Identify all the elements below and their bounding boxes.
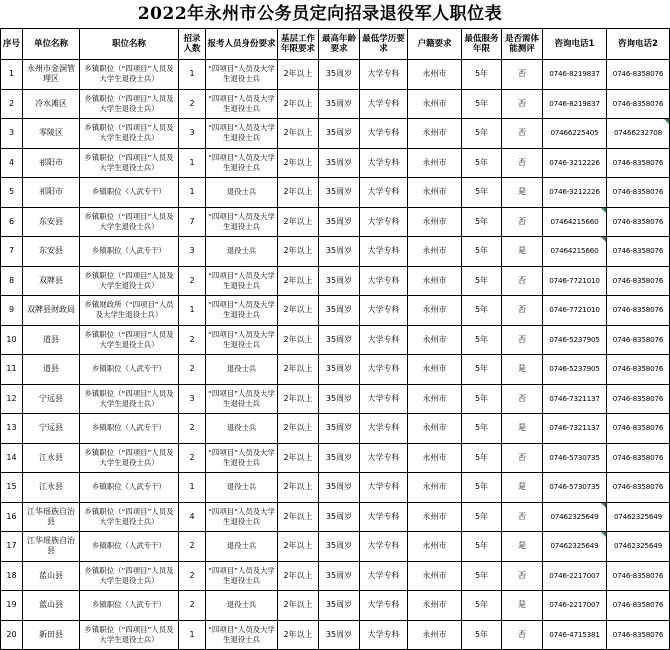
identity-requirement: 退役士兵: [206, 178, 278, 208]
phone-1: 0746-5237905: [543, 355, 607, 385]
recruit-count: 1: [179, 296, 206, 326]
max-age: 35周岁: [319, 384, 360, 414]
row-index: 12: [1, 384, 23, 414]
max-age: 35周岁: [319, 620, 360, 650]
min-education: 大学专科: [360, 384, 408, 414]
service-years: 5年: [462, 60, 502, 90]
min-education: 大学专科: [360, 355, 408, 385]
min-education: 大学专科: [360, 325, 408, 355]
identity-requirement: 退役士兵: [206, 473, 278, 503]
max-age: 35周岁: [319, 207, 360, 237]
fitness-test: 否: [502, 502, 543, 532]
phone-1: 0746-8219837: [543, 60, 607, 90]
phone-1: 07466225405: [543, 119, 607, 149]
recruit-count: 2: [179, 532, 206, 562]
max-age: 35周岁: [319, 473, 360, 503]
row-index: 15: [1, 473, 23, 503]
unit-name: 宁远县: [23, 384, 80, 414]
table-row: [1, 60, 670, 90]
min-education: 大学专科: [360, 266, 408, 296]
fitness-test: 是: [502, 591, 543, 621]
table-header-row: [1, 29, 670, 60]
phone-1: 07464215660: [543, 237, 607, 267]
phone-1: 0746-3212226: [543, 148, 607, 178]
work-years: 2年以上: [278, 89, 319, 119]
row-index: 20: [1, 620, 23, 650]
identity-requirement: “四项目”人员及大学生退役士兵: [206, 443, 278, 473]
phone-1: 0746-2217007: [543, 591, 607, 621]
position-name: 乡镇职位（人武专干）: [80, 237, 179, 267]
table-row: [1, 296, 670, 326]
service-years: 5年: [462, 561, 502, 591]
col-index-header: 序号: [1, 29, 23, 60]
min-education: 大学专科: [360, 148, 408, 178]
col-residence-header: 户籍要求: [408, 29, 462, 60]
work-years: 2年以上: [278, 473, 319, 503]
unit-name: 永州市金洞管理区: [23, 60, 80, 90]
unit-name: 零陵区: [23, 119, 80, 149]
identity-requirement: 退役士兵: [206, 532, 278, 562]
fitness-test: 否: [502, 384, 543, 414]
phone-2: 0746-8358076: [607, 207, 670, 237]
recruit-count: 1: [179, 148, 206, 178]
recruit-count: 2: [179, 591, 206, 621]
phone-2: 0746-8358076: [607, 443, 670, 473]
phone-2: 0746-8358076: [607, 384, 670, 414]
recruit-count: 2: [179, 266, 206, 296]
position-name: 乡镇职位（“四项目”人员及大学生退役士兵）: [80, 89, 179, 119]
position-name: 乡镇职位（人武专干）: [80, 178, 179, 208]
unit-name: 道县: [23, 325, 80, 355]
work-years: 2年以上: [278, 207, 319, 237]
unit-name: 东安县: [23, 237, 80, 267]
phone-1: 07462325649: [543, 532, 607, 562]
position-name: 乡镇职位（“四项目”人员及大学生退役士兵）: [80, 443, 179, 473]
phone-2: 0746-8358076: [607, 561, 670, 591]
min-education: 大学专科: [360, 502, 408, 532]
row-index: 19: [1, 591, 23, 621]
recruit-count: 2: [179, 414, 206, 444]
position-name: 乡镇职位（人武专干）: [80, 355, 179, 385]
service-years: 5年: [462, 119, 502, 149]
service-years: 5年: [462, 443, 502, 473]
unit-name: 祁阳市: [23, 178, 80, 208]
row-index: 3: [1, 119, 23, 149]
table-row: [1, 89, 670, 119]
identity-requirement: “四项目”人员及大学生退役士兵: [206, 89, 278, 119]
row-index: 6: [1, 207, 23, 237]
identity-requirement: “四项目”人员及大学生退役士兵: [206, 266, 278, 296]
position-name: 乡镇职位（“四项目”人员及大学生退役士兵）: [80, 384, 179, 414]
residence: 永州市: [408, 414, 462, 444]
max-age: 35周岁: [319, 532, 360, 562]
max-age: 35周岁: [319, 561, 360, 591]
work-years: 2年以上: [278, 591, 319, 621]
row-index: 11: [1, 355, 23, 385]
recruit-count: 2: [179, 443, 206, 473]
service-years: 5年: [462, 414, 502, 444]
max-age: 35周岁: [319, 237, 360, 267]
col-service-years-header: 最低服务年限: [462, 29, 502, 60]
max-age: 35周岁: [319, 443, 360, 473]
row-index: 1: [1, 60, 23, 90]
residence: 永州市: [408, 325, 462, 355]
residence: 永州市: [408, 561, 462, 591]
max-age: 35周岁: [319, 414, 360, 444]
max-age: 35周岁: [319, 148, 360, 178]
min-education: 大学专科: [360, 296, 408, 326]
position-name: 乡镇财政所（“四项目”人员及大学生退役士兵）: [80, 296, 179, 326]
table-row: [1, 620, 670, 650]
position-name: 乡镇职位（人武专干）: [80, 591, 179, 621]
unit-name: 江永县: [23, 443, 80, 473]
max-age: 35周岁: [319, 119, 360, 149]
row-index: 16: [1, 502, 23, 532]
row-index: 7: [1, 237, 23, 267]
col-position-header: 职位名称: [80, 29, 179, 60]
residence: 永州市: [408, 443, 462, 473]
phone-2: 0746-8358076: [607, 620, 670, 650]
work-years: 2年以上: [278, 414, 319, 444]
phone-1: 07462325649: [543, 502, 607, 532]
identity-requirement: “四项目”人员及大学生退役士兵: [206, 60, 278, 90]
phone-2: 0746-8358076: [607, 591, 670, 621]
work-years: 2年以上: [278, 119, 319, 149]
phone-2: 0746-8358076: [607, 473, 670, 503]
residence: 永州市: [408, 60, 462, 90]
position-name: 乡镇职位（“四项目”人员及大学生退役士兵）: [80, 620, 179, 650]
row-index: 14: [1, 443, 23, 473]
phone-2: 0746-8358076: [607, 266, 670, 296]
table-row: [1, 591, 670, 621]
recruit-count: 2: [179, 325, 206, 355]
table-row: [1, 473, 670, 503]
identity-requirement: 退役士兵: [206, 591, 278, 621]
table-row: [1, 502, 670, 532]
residence: 永州市: [408, 591, 462, 621]
phone-2: 0746-8358076: [607, 60, 670, 90]
phone-2: 0746-8358076: [607, 325, 670, 355]
min-education: 大学专科: [360, 561, 408, 591]
unit-name: 江华瑶族自治县: [23, 502, 80, 532]
table-row: [1, 443, 670, 473]
col-count-header: 招录人数: [179, 29, 206, 60]
min-education: 大学专科: [360, 620, 408, 650]
unit-name: 冷水滩区: [23, 89, 80, 119]
service-years: 5年: [462, 502, 502, 532]
service-years: 5年: [462, 620, 502, 650]
max-age: 35周岁: [319, 591, 360, 621]
work-years: 2年以上: [278, 325, 319, 355]
recruit-count: 4: [179, 502, 206, 532]
unit-name: 蓝山县: [23, 591, 80, 621]
recruit-count: 1: [179, 620, 206, 650]
phone-2: 0746-8358076: [607, 89, 670, 119]
unit-name: 祁阳市: [23, 148, 80, 178]
work-years: 2年以上: [278, 561, 319, 591]
service-years: 5年: [462, 296, 502, 326]
phone-1: 0746-7721010: [543, 266, 607, 296]
phone-2: 0746-8358076: [607, 178, 670, 208]
min-education: 大学专科: [360, 591, 408, 621]
residence: 永州市: [408, 148, 462, 178]
table-row: [1, 532, 670, 562]
fitness-test: 否: [502, 620, 543, 650]
col-work-years-header: 基层工作年限要求: [278, 29, 319, 60]
table-row: [1, 561, 670, 591]
fitness-test: 否: [502, 89, 543, 119]
identity-requirement: “四项目”人员及大学生退役士兵: [206, 207, 278, 237]
residence: 永州市: [408, 266, 462, 296]
recruit-count: 1: [179, 178, 206, 208]
position-name: 乡镇职位（“四项目”人员及大学生退役士兵）: [80, 207, 179, 237]
service-years: 5年: [462, 148, 502, 178]
identity-requirement: 退役士兵: [206, 237, 278, 267]
phone-2: 0746-8358076: [607, 414, 670, 444]
work-years: 2年以上: [278, 355, 319, 385]
fitness-test: 否: [502, 148, 543, 178]
fitness-test: 否: [502, 207, 543, 237]
unit-name: 双牌县财政局: [23, 296, 80, 326]
col-phone-2-header: 咨询电话2: [607, 29, 670, 60]
phone-1: 0746-5730735: [543, 473, 607, 503]
fitness-test: 是: [502, 473, 543, 503]
table-row: [1, 148, 670, 178]
work-years: 2年以上: [278, 148, 319, 178]
work-years: 2年以上: [278, 237, 319, 267]
recruit-count: 1: [179, 60, 206, 90]
row-index: 9: [1, 296, 23, 326]
phone-1: 0746-4715381: [543, 620, 607, 650]
min-education: 大学专科: [360, 178, 408, 208]
phone-2: 0746-8358076: [607, 148, 670, 178]
work-years: 2年以上: [278, 532, 319, 562]
recruit-count: 2: [179, 89, 206, 119]
fitness-test: 否: [502, 443, 543, 473]
table-row: [1, 178, 670, 208]
recruit-count: 2: [179, 561, 206, 591]
identity-requirement: “四项目”人员及大学生退役士兵: [206, 384, 278, 414]
fitness-test: 否: [502, 266, 543, 296]
col-fitness-test-header: 是否需体能测评: [502, 29, 543, 60]
service-years: 5年: [462, 178, 502, 208]
fitness-test: 否: [502, 296, 543, 326]
min-education: 大学专科: [360, 89, 408, 119]
phone-2: 0746-8358076: [607, 355, 670, 385]
residence: 永州市: [408, 355, 462, 385]
position-name: 乡镇职位（“四项目”人员及大学生退役士兵）: [80, 502, 179, 532]
identity-requirement: 退役士兵: [206, 355, 278, 385]
max-age: 35周岁: [319, 178, 360, 208]
unit-name: 江华瑶族自治县: [23, 532, 80, 562]
service-years: 5年: [462, 266, 502, 296]
residence: 永州市: [408, 502, 462, 532]
col-identity-header: 报考人员身份要求: [206, 29, 278, 60]
table-row: [1, 355, 670, 385]
phone-2: 07466232708: [607, 119, 670, 149]
position-name: 乡镇职位（“四项目”人员及大学生退役士兵）: [80, 325, 179, 355]
position-name: 乡镇职位（“四项目”人员及大学生退役士兵）: [80, 148, 179, 178]
max-age: 35周岁: [319, 355, 360, 385]
work-years: 2年以上: [278, 384, 319, 414]
fitness-test: 否: [502, 119, 543, 149]
work-years: 2年以上: [278, 502, 319, 532]
phone-1: 0746-2217007: [543, 561, 607, 591]
phone-1: 0746-5237905: [543, 325, 607, 355]
max-age: 35周岁: [319, 89, 360, 119]
row-index: 18: [1, 561, 23, 591]
max-age: 35周岁: [319, 296, 360, 326]
unit-name: 蓝山县: [23, 561, 80, 591]
recruit-count: 1: [179, 473, 206, 503]
min-education: 大学专科: [360, 532, 408, 562]
row-index: 17: [1, 532, 23, 562]
min-education: 大学专科: [360, 443, 408, 473]
residence: 永州市: [408, 296, 462, 326]
col-phone-1-header: 咨询电话1: [543, 29, 607, 60]
residence: 永州市: [408, 119, 462, 149]
positions-table: [0, 28, 670, 650]
row-index: 13: [1, 414, 23, 444]
unit-name: 双牌县: [23, 266, 80, 296]
position-name: 乡镇职位（人武专干）: [80, 473, 179, 503]
min-education: 大学专科: [360, 414, 408, 444]
fitness-test: 是: [502, 237, 543, 267]
service-years: 5年: [462, 207, 502, 237]
unit-name: 东安县: [23, 207, 80, 237]
recruit-count: 7: [179, 207, 206, 237]
fitness-test: 是: [502, 355, 543, 385]
page-title: 2022年永州市公务员定向招录退役军人职位表: [137, 4, 503, 24]
fitness-test: 否: [502, 60, 543, 90]
max-age: 35周岁: [319, 325, 360, 355]
table-row: [1, 119, 670, 149]
table-row: [1, 384, 670, 414]
row-index: 10: [1, 325, 23, 355]
work-years: 2年以上: [278, 296, 319, 326]
recruit-count: 3: [179, 119, 206, 149]
table-body: [1, 60, 670, 650]
work-years: 2年以上: [278, 60, 319, 90]
work-years: 2年以上: [278, 178, 319, 208]
service-years: 5年: [462, 591, 502, 621]
col-education-header: 最低学历要求: [360, 29, 408, 60]
phone-2: 07462325649: [607, 502, 670, 532]
row-index: 4: [1, 148, 23, 178]
fitness-test: 否: [502, 561, 543, 591]
min-education: 大学专科: [360, 473, 408, 503]
residence: 永州市: [408, 89, 462, 119]
fitness-test: 否: [502, 325, 543, 355]
row-index: 5: [1, 178, 23, 208]
max-age: 35周岁: [319, 502, 360, 532]
unit-name: 宁远县: [23, 414, 80, 444]
service-years: 5年: [462, 355, 502, 385]
position-name: 乡镇职位（人武专干）: [80, 414, 179, 444]
residence: 永州市: [408, 473, 462, 503]
unit-name: 道县: [23, 355, 80, 385]
fitness-test: 是: [502, 414, 543, 444]
table-row: [1, 414, 670, 444]
phone-1: 0746-7721010: [543, 296, 607, 326]
identity-requirement: “四项目”人员及大学生退役士兵: [206, 561, 278, 591]
min-education: 大学专科: [360, 60, 408, 90]
identity-requirement: “四项目”人员及大学生退役士兵: [206, 296, 278, 326]
residence: 永州市: [408, 532, 462, 562]
position-name: 乡镇职位（“四项目”人员及大学生退役士兵）: [80, 561, 179, 591]
row-index: 2: [1, 89, 23, 119]
fitness-test: 是: [502, 178, 543, 208]
service-years: 5年: [462, 237, 502, 267]
recruit-count: 2: [179, 355, 206, 385]
max-age: 35周岁: [319, 60, 360, 90]
identity-requirement: 退役士兵: [206, 414, 278, 444]
identity-requirement: “四项目”人员及大学生退役士兵: [206, 148, 278, 178]
phone-1: 0746-3212226: [543, 178, 607, 208]
phone-1: 0746-7321137: [543, 414, 607, 444]
residence: 永州市: [408, 620, 462, 650]
phone-1: 07464215660: [543, 207, 607, 237]
position-name: 乡镇职位（“四项目”人员及大学生退役士兵）: [80, 266, 179, 296]
phone-1: 0746-8219837: [543, 89, 607, 119]
min-education: 大学专科: [360, 119, 408, 149]
fitness-test: 是: [502, 532, 543, 562]
service-years: 5年: [462, 325, 502, 355]
max-age: 35周岁: [319, 266, 360, 296]
position-name: 乡镇职位（“四项目”人员及大学生退役士兵）: [80, 119, 179, 149]
row-index: 8: [1, 266, 23, 296]
col-unit-header: 单位名称: [23, 29, 80, 60]
identity-requirement: “四项目”人员及大学生退役士兵: [206, 502, 278, 532]
recruit-count: 3: [179, 384, 206, 414]
residence: 永州市: [408, 384, 462, 414]
recruit-count: 3: [179, 237, 206, 267]
phone-1: 0746-5730735: [543, 443, 607, 473]
col-max-age-header: 最高年龄要求: [319, 29, 360, 60]
service-years: 5年: [462, 532, 502, 562]
min-education: 大学专科: [360, 237, 408, 267]
identity-requirement: “四项目”人员及大学生退役士兵: [206, 119, 278, 149]
table-row: [1, 266, 670, 296]
work-years: 2年以上: [278, 443, 319, 473]
identity-requirement: “四项目”人员及大学生退役士兵: [206, 620, 278, 650]
service-years: 5年: [462, 384, 502, 414]
residence: 永州市: [408, 178, 462, 208]
residence: 永州市: [408, 207, 462, 237]
residence: 永州市: [408, 237, 462, 267]
work-years: 2年以上: [278, 620, 319, 650]
table-row: [1, 207, 670, 237]
phone-2: 07462325649: [607, 532, 670, 562]
unit-name: 江永县: [23, 473, 80, 503]
identity-requirement: “四项目”人员及大学生退役士兵: [206, 325, 278, 355]
service-years: 5年: [462, 473, 502, 503]
unit-name: 新田县: [23, 620, 80, 650]
table-row: [1, 325, 670, 355]
phone-2: 0746-8358076: [607, 237, 670, 267]
table-row: [1, 237, 670, 267]
min-education: 大学专科: [360, 207, 408, 237]
position-name: 乡镇职位（人武专干）: [80, 532, 179, 562]
work-years: 2年以上: [278, 266, 319, 296]
service-years: 5年: [462, 89, 502, 119]
phone-1: 0746-7321137: [543, 384, 607, 414]
phone-2: 0746-8358076: [607, 296, 670, 326]
position-name: 乡镇职位（“四项目”人员及大学生退役士兵）: [80, 60, 179, 90]
